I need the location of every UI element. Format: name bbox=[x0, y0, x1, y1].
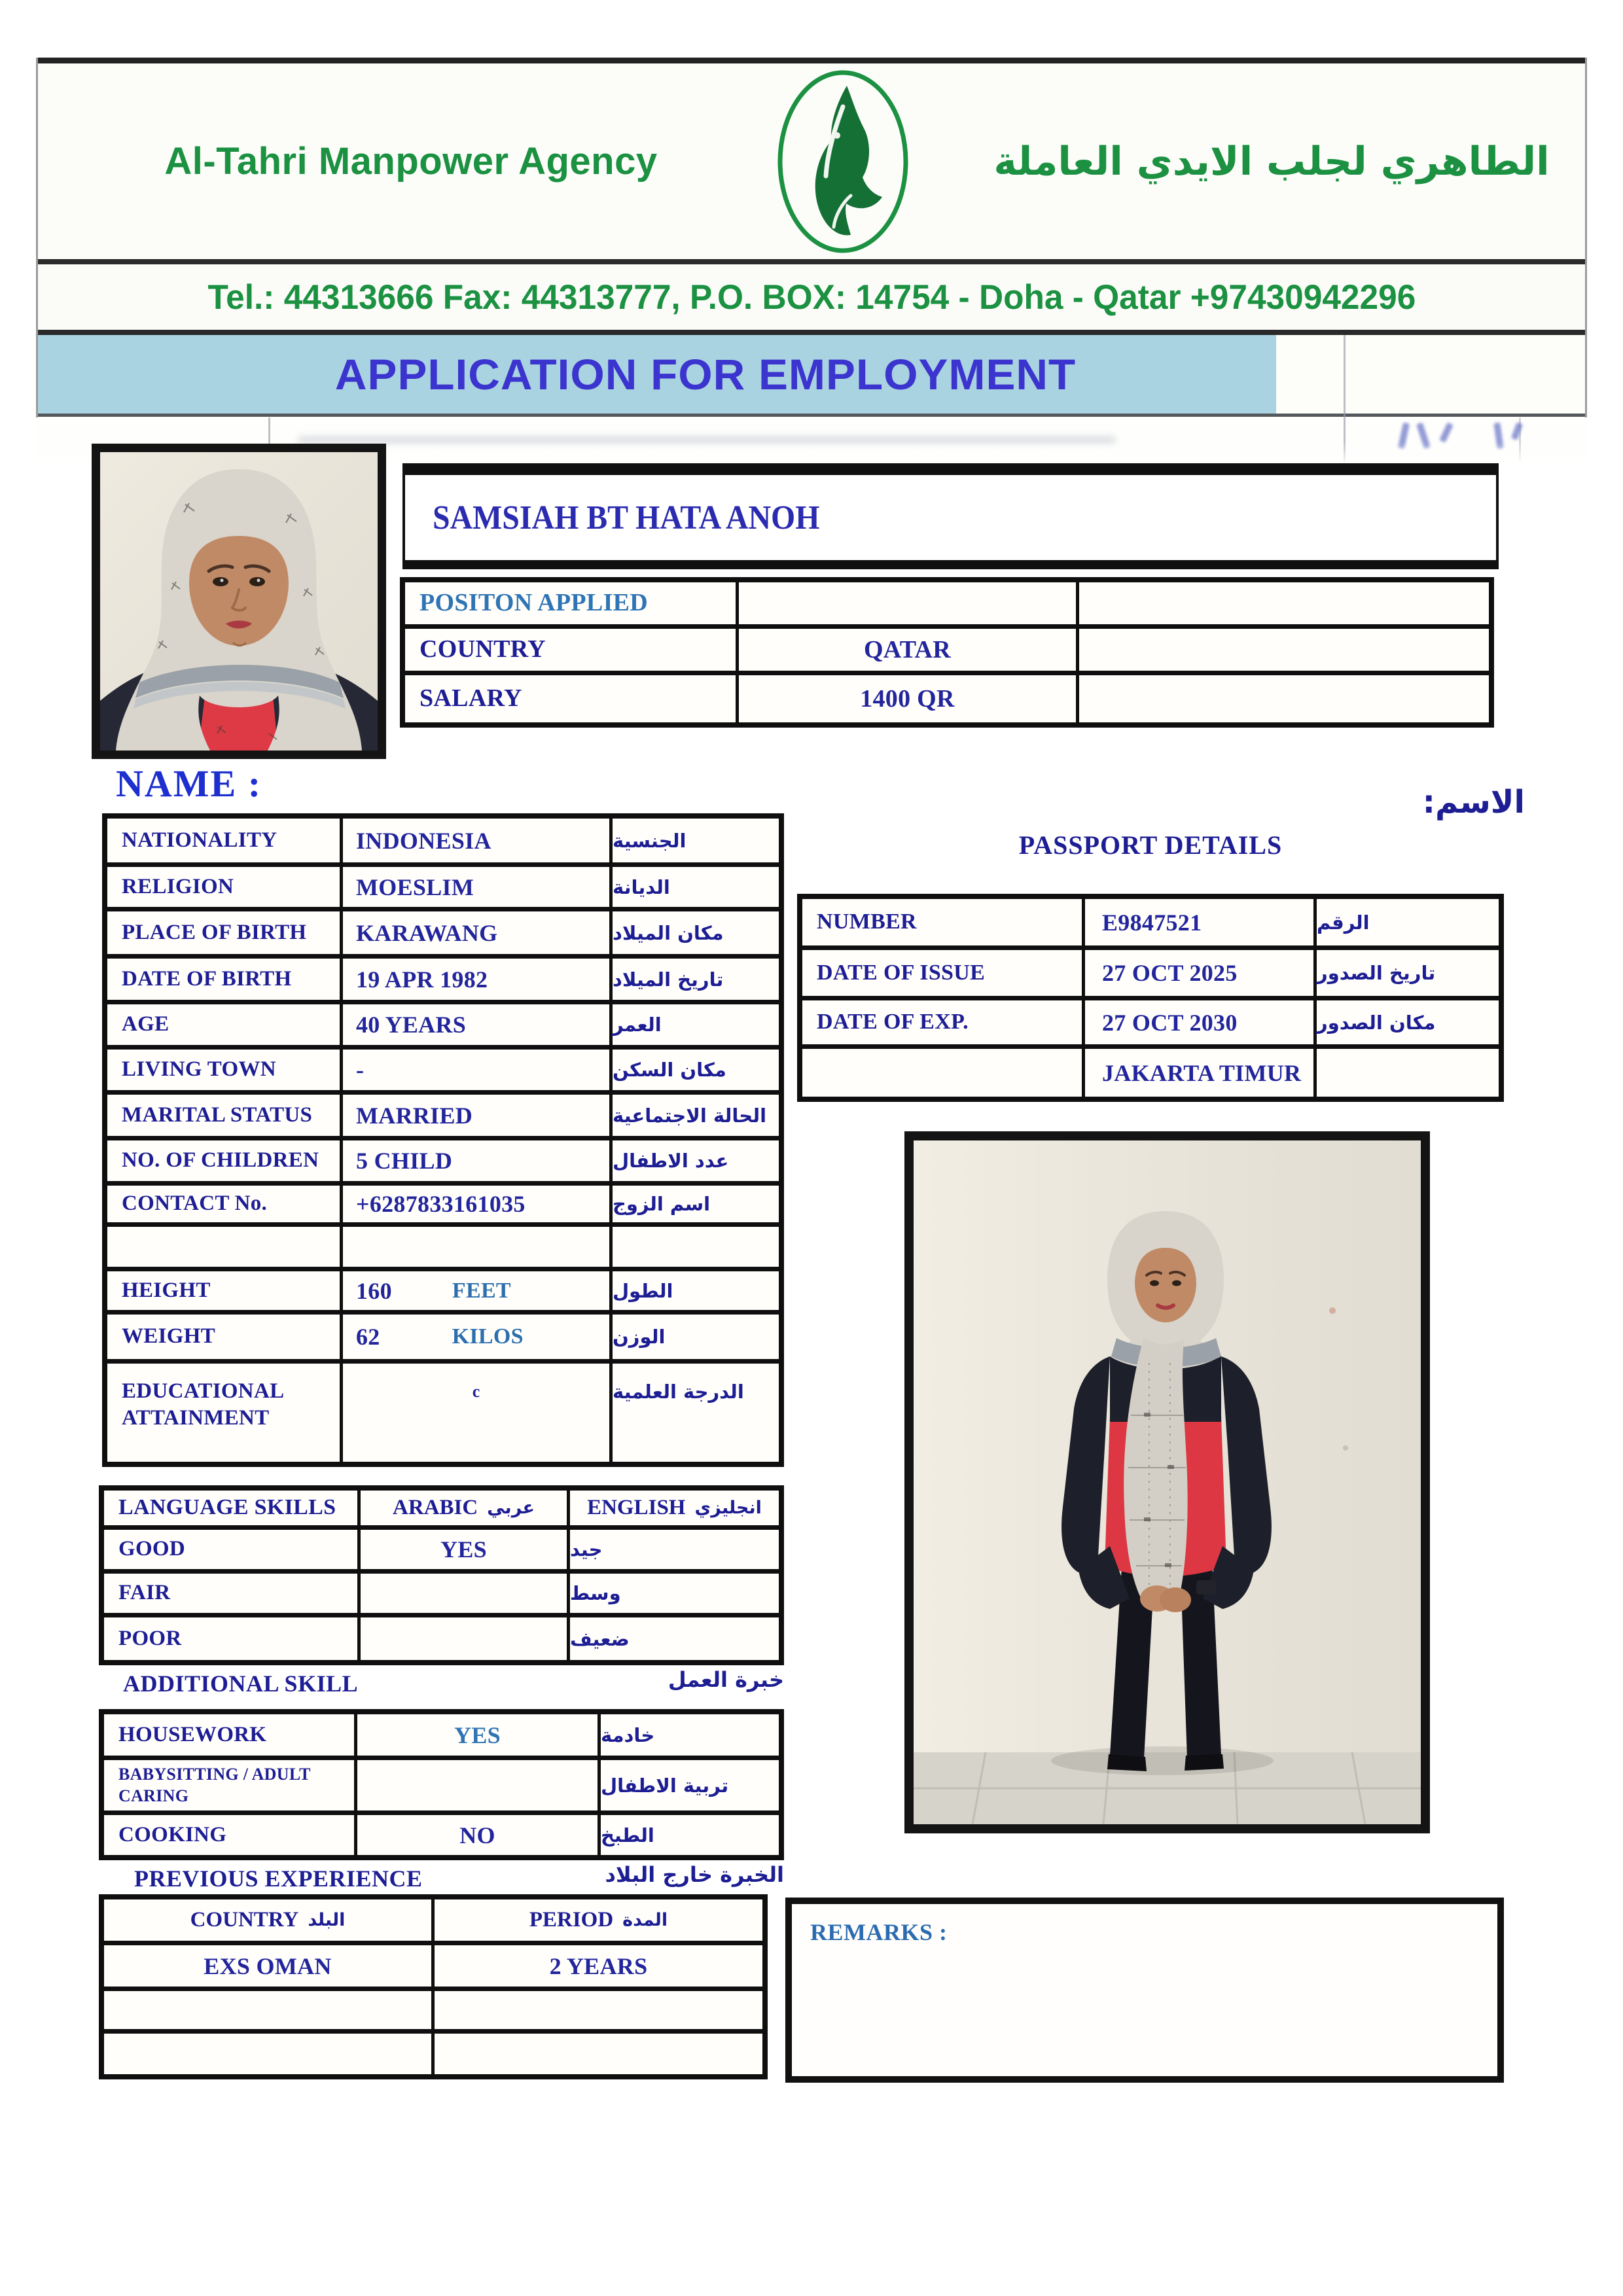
header-divider bbox=[38, 259, 1585, 264]
good-arabic-value: YES bbox=[440, 1536, 487, 1563]
good-label: GOOD bbox=[118, 1537, 186, 1561]
personal-details-table bbox=[102, 813, 784, 1467]
age-label: AGE bbox=[122, 1012, 169, 1036]
previous-experience-table bbox=[99, 1894, 768, 2079]
header-top-border bbox=[38, 58, 1585, 63]
remarks-box bbox=[785, 1898, 1504, 2083]
height-value: 160 bbox=[356, 1277, 392, 1304]
date-of-issue-arabic: تاريخ الصدور bbox=[1317, 962, 1436, 984]
good-arabic-label: جيد bbox=[570, 1538, 603, 1561]
period-header-ar: المدة bbox=[622, 1910, 668, 1930]
faint-glyph bbox=[1439, 422, 1454, 442]
empty-cell bbox=[1079, 675, 1489, 722]
place-of-birth-value: KARAWANG bbox=[356, 919, 498, 946]
nationality-label: NATIONALITY bbox=[122, 828, 277, 852]
babysitting-arabic: تربية الاطفال bbox=[601, 1774, 729, 1797]
empty-cell bbox=[1079, 629, 1489, 671]
education-label: EDUCATIONAL ATTAINMENT bbox=[122, 1379, 283, 1430]
additional-skill-heading: ADDITIONAL SKILL bbox=[123, 1670, 359, 1697]
passport-number-arabic: الرقم bbox=[1317, 911, 1370, 934]
applicant-headshot-photo bbox=[92, 444, 386, 759]
salary-label: SALARY bbox=[419, 684, 522, 713]
date-of-issue-value: 27 OCT 2025 bbox=[1102, 960, 1238, 986]
housework-arabic: خادمة bbox=[601, 1723, 655, 1746]
english-column-header bbox=[570, 1496, 779, 1520]
passport-details-heading: PASSPORT DETAILS bbox=[1018, 830, 1283, 860]
marital-status-value: MARRIED bbox=[356, 1102, 473, 1129]
additional-skill-table bbox=[99, 1709, 784, 1860]
date-of-issue-label: DATE OF ISSUE bbox=[817, 960, 986, 985]
experience-country: EXS OMAN bbox=[204, 1952, 332, 1979]
empty-cell bbox=[1079, 582, 1489, 624]
applicant-name-box bbox=[402, 463, 1499, 569]
poor-label: POOR bbox=[118, 1626, 182, 1650]
fair-arabic-label: وسط bbox=[570, 1582, 621, 1604]
name-heading-arabic: الاسم: bbox=[1422, 784, 1525, 821]
empty-cell bbox=[107, 1227, 343, 1267]
empty-cell bbox=[802, 1049, 1085, 1097]
remarks-label: REMARKS : bbox=[810, 1919, 948, 1945]
children-label: NO. OF CHILDREN bbox=[122, 1148, 319, 1173]
children-value: 5 CHILD bbox=[356, 1148, 453, 1174]
horse-logo-icon bbox=[770, 67, 916, 256]
date-of-birth-label: DATE OF BIRTH bbox=[122, 966, 292, 991]
position-applied-label: POSITON APPLIED bbox=[419, 589, 649, 617]
weight-label: WEIGHT bbox=[122, 1324, 216, 1349]
experience-period: 2 YEARS bbox=[549, 1952, 648, 1979]
living-town-label: LIVING TOWN bbox=[122, 1057, 276, 1082]
height-label: HEIGHT bbox=[122, 1278, 211, 1302]
empty-cell bbox=[435, 1991, 762, 2029]
empty-cell bbox=[104, 1991, 435, 2029]
housework-value: YES bbox=[454, 1722, 501, 1748]
date-of-exp-label: DATE OF EXP. bbox=[817, 1010, 969, 1034]
form-title: APPLICATION FOR EMPLOYMENT bbox=[334, 350, 1077, 398]
date-of-birth-arabic: تاريخ الميلاد bbox=[613, 968, 724, 991]
babysitting-label: BABYSITTING / ADULT CARING bbox=[118, 1765, 311, 1805]
poor-arabic-label: ضعيف bbox=[570, 1627, 630, 1650]
contact-no-arabic: اسم الزوج bbox=[613, 1193, 711, 1215]
country-value: QATAR bbox=[863, 636, 952, 663]
housework-label: HOUSEWORK bbox=[118, 1722, 267, 1746]
place-of-birth-label: PLACE OF BIRTH bbox=[122, 920, 307, 944]
applicant-name: SAMSIAH BT HATA ANOH bbox=[433, 499, 820, 537]
header-divider bbox=[38, 330, 1585, 335]
age-value: 40 YEARS bbox=[356, 1012, 467, 1038]
religion-value: MOESLIM bbox=[356, 874, 474, 900]
agency-name-english: Al-Tahri Manpower Agency bbox=[164, 140, 658, 183]
header-bottom-border bbox=[38, 414, 1585, 417]
arabic-header-ar: عربي bbox=[487, 1498, 535, 1518]
date-of-exp-arabic: مكان الصدور bbox=[1317, 1011, 1436, 1034]
date-of-birth-value: 19 APR 1982 bbox=[356, 966, 488, 993]
passport-number-value: E9847521 bbox=[1102, 909, 1202, 936]
weight-arabic: الوزن bbox=[613, 1326, 666, 1348]
title-banner bbox=[38, 335, 1585, 414]
empty-cell bbox=[104, 2034, 435, 2074]
previous-experience-heading-arabic: الخبرة خارج البلاد bbox=[605, 1862, 784, 1887]
agency-name-arabic: الطاهري لجلب الايدي العاملة bbox=[993, 138, 1550, 185]
country-header-en: COUNTRY bbox=[190, 1908, 299, 1932]
period-header-en: PERIOD bbox=[529, 1908, 614, 1932]
banner-right-blank bbox=[1276, 335, 1585, 414]
additional-skill-heading-arabic: خبرة العمل bbox=[668, 1667, 784, 1692]
contact-line: Tel.: 44313666 Fax: 44313777, P.O. BOX: 14754 - Doha - Qatar +97430942296 bbox=[207, 277, 1416, 317]
education-value: c bbox=[472, 1382, 480, 1401]
religion-arabic: الديانة bbox=[613, 875, 670, 898]
position-table bbox=[400, 577, 1494, 728]
passport-number-label: NUMBER bbox=[817, 910, 917, 934]
cooking-label: COOKING bbox=[118, 1822, 227, 1846]
faint-glyph bbox=[1511, 422, 1523, 440]
weight-unit: KILOS bbox=[452, 1324, 524, 1349]
cooking-arabic: الطبخ bbox=[601, 1824, 654, 1846]
language-skills-table bbox=[99, 1485, 784, 1665]
header-logo-row bbox=[38, 63, 1585, 259]
living-town-value: - bbox=[356, 1057, 365, 1083]
date-of-exp-value: 27 OCT 2030 bbox=[1102, 1009, 1238, 1036]
nationality-arabic: الجنسية bbox=[613, 829, 687, 852]
living-town-arabic: مكان السكن bbox=[613, 1059, 726, 1081]
empty-cell bbox=[435, 2034, 762, 2074]
cooking-value: NO bbox=[459, 1822, 495, 1848]
empty-cell bbox=[1317, 1049, 1499, 1097]
fair-label: FAIR bbox=[118, 1581, 171, 1605]
height-arabic: الطول bbox=[613, 1279, 673, 1302]
country-column-header bbox=[104, 1908, 431, 1932]
previous-experience-heading: PREVIOUS EXPERIENCE bbox=[134, 1865, 423, 1892]
arabic-header-en: ARABIC bbox=[393, 1496, 478, 1519]
period-column-header bbox=[435, 1908, 762, 1932]
arabic-column-header bbox=[361, 1496, 567, 1520]
language-skills-header: LANGUAGE SKILLS bbox=[118, 1495, 336, 1520]
nationality-value: INDONESIA bbox=[356, 827, 491, 854]
name-heading: NAME : bbox=[116, 762, 262, 805]
country-label: COUNTRY bbox=[419, 635, 546, 663]
header bbox=[36, 58, 1587, 417]
weight-value: 62 bbox=[356, 1324, 380, 1350]
applicant-fullbody-photo bbox=[904, 1131, 1430, 1833]
english-header-en: ENGLISH bbox=[587, 1496, 686, 1519]
salary-value: 1400 QR bbox=[860, 685, 955, 713]
education-arabic: الدرجة العلمية bbox=[613, 1381, 744, 1403]
children-arabic: عدد الاطفال bbox=[613, 1150, 729, 1172]
marital-status-arabic: الحالة الاجتماعية bbox=[613, 1104, 767, 1127]
religion-label: RELIGION bbox=[122, 874, 234, 898]
header-contact-row bbox=[38, 264, 1585, 330]
age-arabic: العمر bbox=[613, 1014, 662, 1036]
passport-table bbox=[797, 894, 1504, 1102]
empty-cell bbox=[343, 1227, 613, 1267]
contact-no-value: +6287833161035 bbox=[356, 1191, 526, 1217]
place-of-issue-value: JAKARTA TIMUR bbox=[1102, 1059, 1302, 1086]
country-header-ar: البلد bbox=[308, 1910, 346, 1930]
empty-cell bbox=[613, 1227, 779, 1267]
english-header-ar: انجليزي bbox=[694, 1498, 762, 1518]
contact-no-label: CONTACT No. bbox=[122, 1192, 268, 1216]
height-unit: FEET bbox=[452, 1278, 511, 1303]
marital-status-label: MARITAL STATUS bbox=[122, 1103, 313, 1127]
place-of-birth-arabic: مكان الميلاد bbox=[613, 921, 724, 944]
